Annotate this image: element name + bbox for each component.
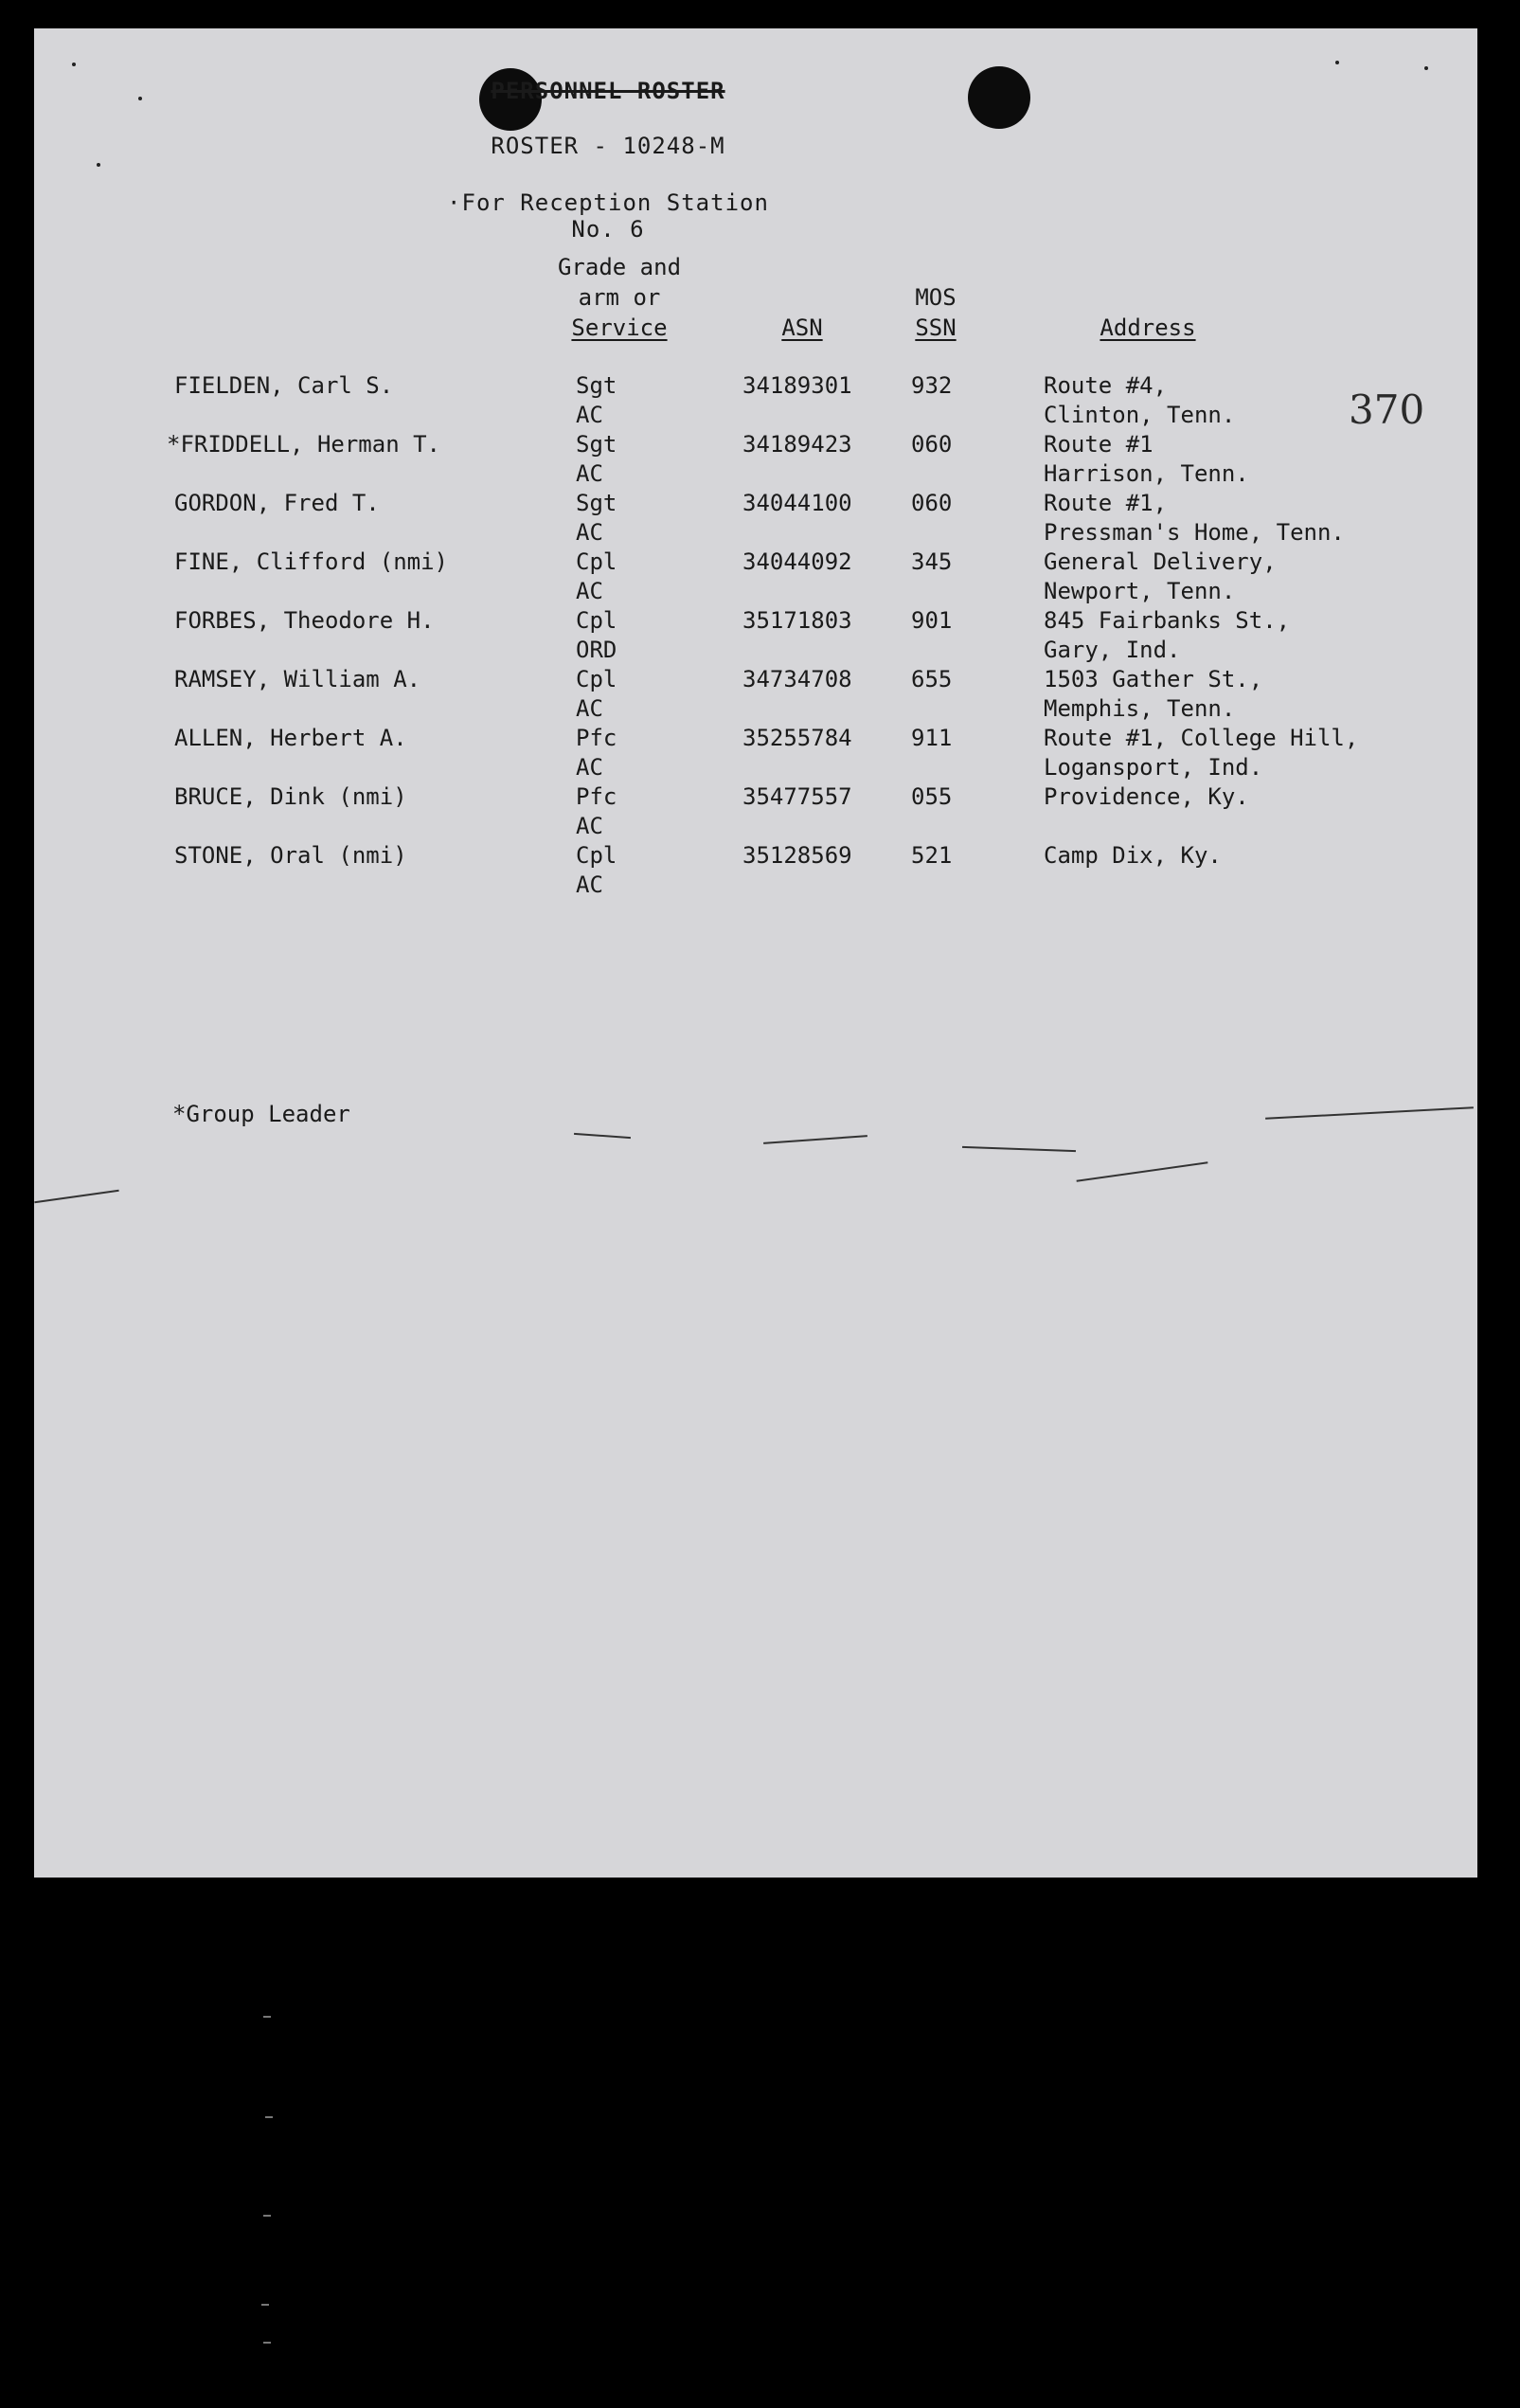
arm-value: AC <box>576 402 603 428</box>
address-cell <box>1044 665 1262 724</box>
address-cell <box>1044 724 1358 782</box>
document-page <box>34 28 1477 1878</box>
grade-value: Cpl <box>576 548 617 575</box>
scratch-mark <box>34 1190 118 1204</box>
station-line: ·For Reception Station No. 6 <box>447 189 769 243</box>
scratch-mark <box>1077 1161 1208 1181</box>
scan-speck <box>263 2342 271 2344</box>
grade-cell <box>576 665 661 724</box>
arm-value: ORD <box>576 637 617 663</box>
mos-cell: 060 <box>911 431 953 458</box>
mos-header-line: SSN <box>915 314 957 341</box>
grade-cell <box>576 782 661 841</box>
arm-value: AC <box>576 695 603 722</box>
mos-cell: 932 <box>911 372 953 399</box>
grade-cell <box>576 606 661 665</box>
table-row <box>34 489 1477 548</box>
asn-cell: 34044100 <box>742 490 852 516</box>
address-cell <box>1044 371 1235 430</box>
grade-header-line: arm or <box>578 284 661 311</box>
arm-value: AC <box>576 460 603 487</box>
grade-value: Cpl <box>576 607 617 634</box>
scan-speck <box>263 2215 271 2217</box>
address-line: Newport, Tenn. <box>1044 578 1236 604</box>
mos-cell: 521 <box>911 842 953 869</box>
grade-value: Pfc <box>576 725 617 751</box>
address-cell <box>1044 841 1222 871</box>
scratch-mark <box>1265 1106 1474 1120</box>
grade-value: Sgt <box>576 372 617 399</box>
name-cell: RAMSEY, William A. <box>174 666 421 692</box>
address-line: Route #1, College Hill, <box>1044 725 1359 751</box>
document-title: PERSONNEL ROSTER <box>491 78 725 104</box>
grade-cell <box>576 841 661 900</box>
table-row <box>34 724 1477 782</box>
table-row <box>34 371 1477 430</box>
scratch-mark <box>962 1146 1076 1152</box>
asn-column-header: ASN <box>781 314 823 341</box>
scan-speck <box>265 2116 273 2118</box>
grade-column-header <box>540 252 699 343</box>
asn-cell: 34189301 <box>742 372 852 399</box>
mos-cell: 901 <box>911 607 953 634</box>
asn-cell: 35255784 <box>742 725 852 751</box>
address-cell <box>1044 548 1277 606</box>
mos-cell: 055 <box>911 783 953 810</box>
scratch-mark <box>574 1133 631 1139</box>
mos-cell: 655 <box>911 666 953 692</box>
address-cell <box>1044 782 1249 812</box>
scratch-mark <box>763 1135 867 1144</box>
table-row <box>34 548 1477 606</box>
address-line: Pressman's Home, Tenn. <box>1044 519 1345 546</box>
scan-speck <box>263 2016 271 2018</box>
asn-cell: 35171803 <box>742 607 852 634</box>
asn-cell: 35128569 <box>742 842 852 869</box>
grade-value: Sgt <box>576 431 617 458</box>
address-line: Route #4, <box>1044 372 1168 399</box>
asn-cell: 34734708 <box>742 666 852 692</box>
speck <box>97 163 100 167</box>
address-line: Providence, Ky. <box>1044 783 1249 810</box>
address-line: Route #1, <box>1044 490 1168 516</box>
table-row <box>34 665 1477 724</box>
asn-cell: 34044092 <box>742 548 852 575</box>
name-cell: BRUCE, Dink (nmi) <box>174 783 407 810</box>
mos-cell: 345 <box>911 548 953 575</box>
address-line: 1503 Gather St., <box>1044 666 1263 692</box>
grade-cell <box>576 548 661 606</box>
speck <box>72 63 76 66</box>
roster-number: ROSTER - 10248-M <box>491 133 725 159</box>
grade-cell <box>576 430 661 489</box>
mos-header-line: MOS <box>915 284 957 311</box>
grade-value: Pfc <box>576 783 617 810</box>
grade-header-line: Grade and <box>557 254 682 280</box>
page-number: 370 <box>1349 386 1425 433</box>
table-row <box>34 841 1477 900</box>
scan-speck <box>261 2304 269 2306</box>
arm-value: AC <box>576 872 603 898</box>
arm-value: AC <box>576 578 603 604</box>
grade-cell <box>576 371 661 430</box>
grade-header-line: Service <box>571 314 668 341</box>
address-line: Harrison, Tenn. <box>1044 460 1249 487</box>
table-row <box>34 430 1477 489</box>
address-cell <box>1044 606 1290 665</box>
address-line: Camp Dix, Ky. <box>1044 842 1222 869</box>
arm-value: AC <box>576 813 603 839</box>
mos-cell: 060 <box>911 490 953 516</box>
address-line: Route #1 <box>1044 431 1153 458</box>
address-cell <box>1044 430 1249 489</box>
name-cell: FORBES, Theodore H. <box>174 607 435 634</box>
name-cell: FINE, Clifford (nmi) <box>174 548 448 575</box>
name-cell: FIELDEN, Carl S. <box>174 372 394 399</box>
mos-cell: 911 <box>911 725 953 751</box>
address-line: 845 Fairbanks St., <box>1044 607 1291 634</box>
grade-value: Cpl <box>576 666 617 692</box>
grade-cell <box>576 724 661 782</box>
name-cell: ALLEN, Herbert A. <box>174 725 407 751</box>
name-cell: STONE, Oral (nmi) <box>174 842 407 869</box>
arm-value: AC <box>576 754 603 781</box>
footnote: *Group Leader <box>172 1101 350 1127</box>
punch-hole-right <box>968 66 1030 129</box>
grade-cell <box>576 489 661 548</box>
speck <box>1424 66 1428 70</box>
arm-value: AC <box>576 519 603 546</box>
address-column-header: Address <box>1100 314 1196 341</box>
asn-cell: 35477557 <box>742 783 852 810</box>
address-line: General Delivery, <box>1044 548 1277 575</box>
asn-cell: 34189423 <box>742 431 852 458</box>
grade-value: Sgt <box>576 490 617 516</box>
name-cell: GORDON, Fred T. <box>174 490 380 516</box>
address-line: Memphis, Tenn. <box>1044 695 1236 722</box>
grade-value: Cpl <box>576 842 617 869</box>
name-cell: *FRIDDELL, Herman T. <box>167 431 440 458</box>
address-line: Clinton, Tenn. <box>1044 402 1236 428</box>
mos-column-header <box>900 282 972 343</box>
speck <box>138 97 142 100</box>
address-line: Logansport, Ind. <box>1044 754 1263 781</box>
address-line: Gary, Ind. <box>1044 637 1181 663</box>
table-row <box>34 782 1477 841</box>
table-row <box>34 606 1477 665</box>
address-cell <box>1044 489 1345 548</box>
speck <box>1335 61 1339 64</box>
